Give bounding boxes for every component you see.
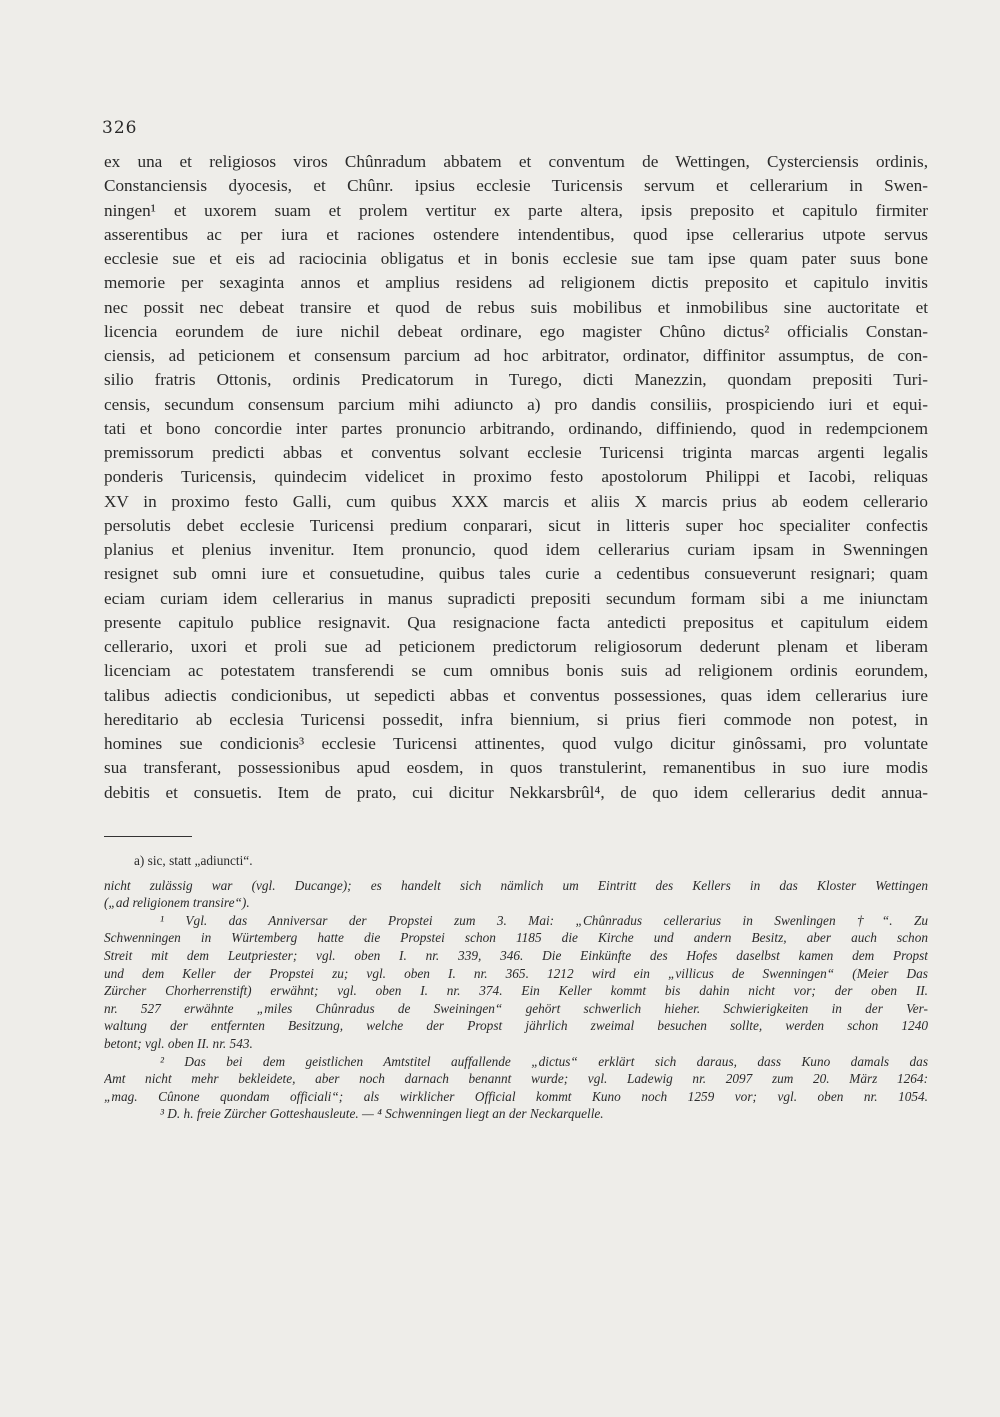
text-line: homines sue condicionis³ ecclesie Turicensi attinentes, quod vulgo dicitur ginôssami, pro voluntate (104, 734, 928, 753)
footnote-line: („ad religionem transire“). (104, 895, 250, 911)
text-line: silio fratris Ottonis, ordinis Predicatorum in Turego, dicti Manezzin, quondam prepositi Turi- (104, 370, 928, 390)
text-line: resignet sub omni iure et consuetudine, quibus tales curie a cedentibus consueverunt resignari; quam (104, 564, 928, 584)
text-line: eciam curiam idem cellerarius in manus supradicti prepositi secundum formam sibi a me iniunctam (104, 588, 928, 608)
footnote-line: waltung der entfernten Besitzung, welche der Propst jährlich zweimal besuchen sollte, werden schon 1240 (104, 1018, 928, 1034)
text-line: ex una et religiosos viros Chûnradum abbatem et conventum de Wettingen, Cysterciensis ordinis, (104, 152, 928, 171)
footnote-line: betont; vgl. oben II. nr. 543. (104, 1035, 253, 1051)
footnote-line: nr. 527 erwähnte „miles Chûnradus de Sweiningen“ gehört schwerlich hieher. Schwierigkeiten in der Ver- (104, 1000, 928, 1016)
footnote-2-start: ² Das bei dem geistlichen Amtstitel auffallende „dictus“ erklärt sich daraus, dass Kuno damals das (160, 1053, 928, 1069)
footnote-separator (104, 836, 192, 837)
text-line: talibus adiectis condicionibus, ut sepedicti abbas et conventus possessiones, quas idem cellerarius iure (104, 685, 928, 705)
text-line: ponderis Turicensis, quindecim videlicet in proximo festo apostolorum Philippi et Iacobi, reliquas (104, 467, 928, 487)
text-line: licenciam ac potestatem transferendi se cum omnibus bonis suis ad religionem ordinis eorundem, (104, 661, 928, 681)
text-line: cellerario, uxori et proli sue ad peticionem predictorum religiosorum dederunt plenam et liberam (104, 637, 928, 656)
footnote-line: „mag. Cûnone quondam officiali“; als wirklicher Official kommt Kuno noch 1259 vor; vgl. oben nr. 1054. (104, 1088, 928, 1104)
text-line: censis, secundum consensum parcium mihi adiuncto a) pro dandis consiliis, prospiciendo iuri et equi- (104, 394, 928, 414)
footnotes (104, 852, 928, 1123)
footnote-a: a) sic, statt „adiuncti“. (134, 853, 253, 868)
page-number: 326 (102, 118, 138, 138)
text-line: ningen¹ et uxorem suam et prolem vertitur ex parte altera, ipsis preposito et capitulo firmiter (104, 200, 928, 220)
main-text (104, 150, 928, 805)
footnote-line: Zürcher Chorherrenstift) erwähnt; vgl. oben I. nr. 374. Ein Keller kommt bis dahin nicht vor; der oben II. (104, 983, 928, 999)
footnote-line: Amt nicht mehr bekleidete, aber noch darnach benannt wurde; vgl. Ladewig nr. 2097 zum 20. März 1264: (104, 1071, 928, 1087)
footnote-3-4: ³ D. h. freie Zürcher Gotteshausleute. — ⁴ Schwenningen liegt an der Neckarquelle. (160, 1106, 604, 1122)
text-line: memorie per sexaginta annos et amplius residens ad religionem dictis preposito et capitulo invitis (104, 273, 928, 293)
text-line: persolutis debet ecclesie Turicensi predium conparari, sicut in litteris super hoc specialiter confectis (104, 515, 928, 535)
text-line: Constanciensis dyocesis, et Chûnr. ipsius ecclesie Turicensis servum et cellerarium in Swen- (104, 176, 928, 196)
text-line: premissorum predicti abbas et conventus solvant ecclesie Turicensi triginta marcas argenti legalis (104, 443, 928, 462)
footnote-line: nicht zulässig war (vgl. Ducange); es handelt sich nämlich um Eintritt des Kellers in das Kloster Wettingen (104, 877, 928, 893)
text-line: tati et bono concordie inter partes pronuncio arbitrando, ordinando, diffiniendo, quod in redempcionem (104, 418, 928, 438)
footnote-1-start: ¹ Vgl. das Anniversar der Propstei zum 3. Mai: „Chûnradus cellerarius in Swenlingen †“. Zu (160, 912, 928, 928)
text-line: ciensis, ad peticionem et consensum parcium ad hoc arbitrator, ordinator, diffinitor assumptus, de con- (104, 346, 928, 365)
text-line: licencia eorundem de iure nichil debeat ordinare, ego magister Chûno dictus² officialis Constan- (104, 321, 928, 341)
text-line: hereditario ab ecclesia Turicensi possedit, infra biennium, si prius fieri commode non potest, in (104, 709, 928, 729)
text-line: debitis et consuetis. Item de prato, cui dicitur Nekkarsbrûl⁴, de quo idem cellerarius dedit annua- (104, 782, 928, 802)
text-line: asserentibus ac per iura et raciones ostendere intendentibus, quod ipse cellerarius utpote servus (104, 224, 928, 244)
text-line: planius et plenius invenitur. Item pronuncio, quod idem cellerarius curiam ipsam in Swenningen (104, 540, 928, 559)
text-line: sua transferant, possessionibus apud eosdem, in quos transtulerint, remanentibus in suo iure modis (104, 758, 928, 778)
footnote-line: Streit mit dem Leutpriester; vgl. oben I. nr. 339, 346. Die Einkünfte des Hofes daselbst kamen dem Propst (104, 947, 928, 963)
text-line: presente capitulo publice resignavit. Qua resignacione facta antedicti prepositus et capitulum eidem (104, 612, 928, 632)
text-line: nec possit nec debeat transire et quod de rebus suis mobilibus et inmobilibus sine auctoritate et (104, 297, 928, 317)
footnote-line: Schwenningen in Würtemberg hatte die Propstei schon 1185 die Kirche und andern Besitz, aber auch schon (104, 930, 928, 946)
footnote-line: und dem Keller der Propstei zu; vgl. oben I. nr. 365. 1212 wird ein „villicus de Swenningen“ (Meier Das (104, 965, 928, 981)
text-line: ecclesie sue et eis ad raciocinia obligatus et in bonis ecclesie sue tam ipse quam pater suus bone (104, 249, 928, 268)
text-line: XV in proximo festo Galli, cum quibus XXX marcis et aliis X marcis prius ab eodem cellerario (104, 491, 928, 511)
